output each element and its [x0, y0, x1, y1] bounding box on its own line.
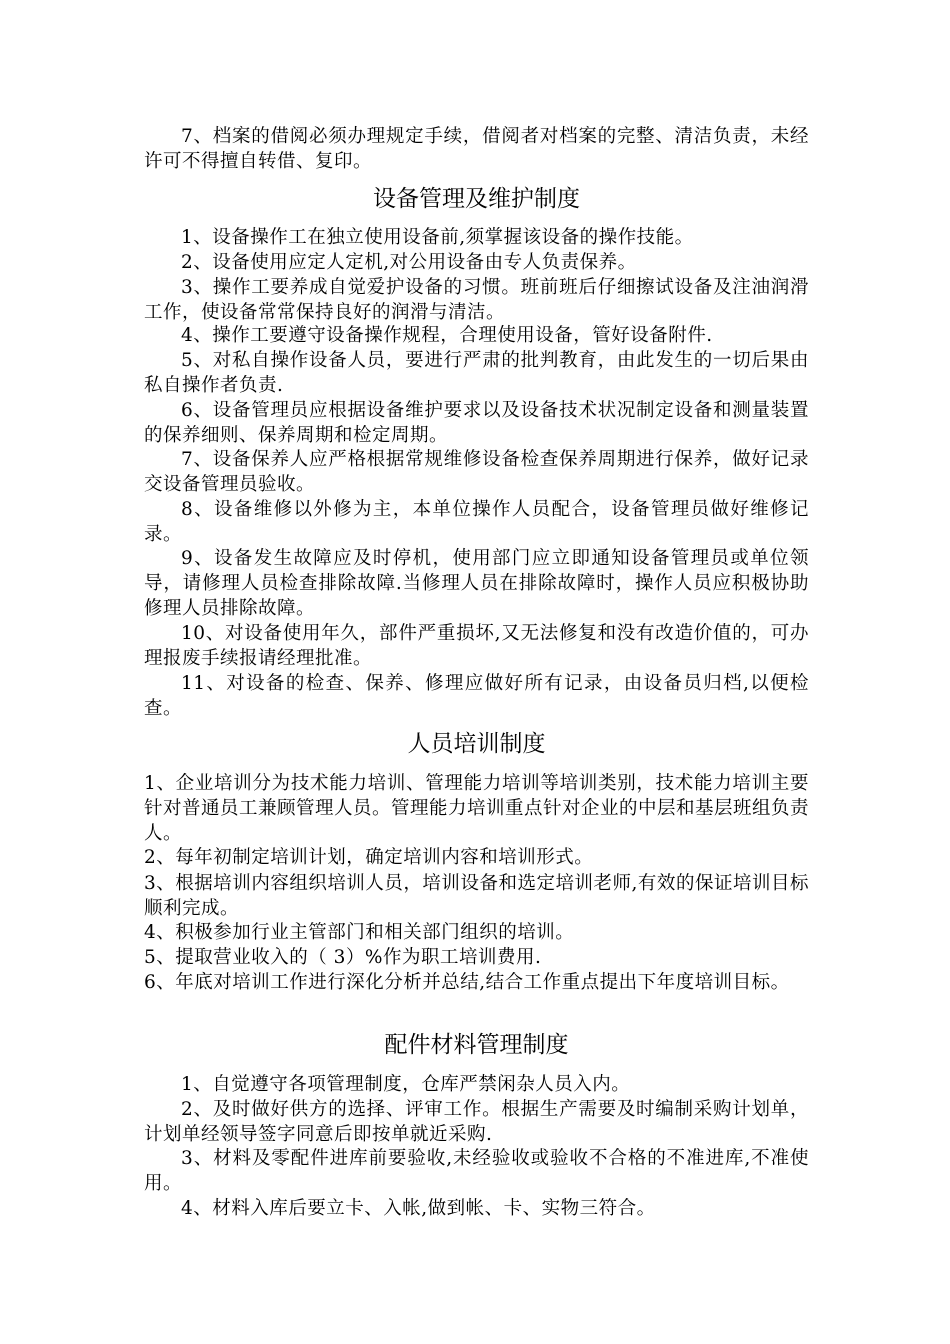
equipment-item-6: 6、设备管理员应根据设备维护要求以及设备技术状况制定设备和测量装置的保养细则、保养周期和检定周期。: [144, 400, 809, 446]
materials-item-3: 3、材料及零配件进库前要验收,未经验收或验收不合格的不准进库,不准使用。: [144, 1148, 809, 1194]
training-item-3: 3、根据培训内容组织培训人员，培训设备和选定培训老师,有效的保证培训目标顺利完成。: [144, 873, 809, 919]
training-item-5: 5、提取营业收入的（ 3）%作为职工培训费用.: [144, 947, 542, 968]
equipment-item-1: 1、设备操作工在独立使用设备前,须掌握该设备的操作技能。: [181, 227, 694, 248]
equipment-item-10: 10、对设备使用年久，部件严重损坏,又无法修复和没有改造价值的，可办理报废手续报请经理批准。: [144, 623, 809, 669]
materials-item-4: 4、材料入库后要立卡、入帐,做到帐、卡、实物三符合。: [181, 1198, 656, 1219]
training-item-6: 6、年底对培训工作进行深化分析并总结,结合工作重点提出下年度培训目标。: [144, 972, 790, 993]
equipment-item-4: 4、操作工要遵守设备操作规程，合理使用设备，管好设备附件.: [181, 325, 713, 346]
equipment-item-9: 9、设备发生故障应及时停机，使用部门应立即通知设备管理员或单位领导，请修理人员检查排除故障.当修理人员在排除故障时，操作人员应积极协助修理人员排除故障。: [144, 548, 809, 619]
equipment-section-title: 设备管理及维护制度: [373, 186, 580, 212]
materials-item-1: 1、自觉遵守各项管理制度，仓库严禁闲杂人员入内。: [181, 1074, 631, 1095]
equipment-item-7: 7、设备保养人应严格根据常规维修设备检查保养周期进行保养，做好记录交设备管理员验收。: [144, 449, 809, 495]
equipment-item-3: 3、操作工要养成自觉爱护设备的习惯。班前班后仔细擦试设备及注油润滑工作，使设备常常保持良好的润滑与清洁。: [144, 277, 809, 323]
equipment-item-2: 2、设备使用应定人定机,对公用设备由专人负责保养。: [181, 252, 637, 273]
equipment-item-11: 11、对设备的检查、保养、修理应做好所有记录，由设备员归档,以便检查。: [144, 673, 809, 719]
training-section-title: 人员培训制度: [407, 731, 546, 757]
materials-item-2: 2、及时做好供方的选择、评审工作。根据生产需要及时编制采购计划单，计划单经领导签字同意后即按单就近采购.: [144, 1099, 809, 1145]
materials-section-title: 配件材料管理制度: [384, 1032, 569, 1058]
equipment-item-5: 5、对私自操作设备人员，要进行严肃的批判教育，由此发生的一切后果由私自操作者负责.: [144, 350, 809, 396]
training-item-2: 2、每年初制定培训计划，确定培训内容和培训形式。: [144, 847, 594, 868]
training-item-1: 1、企业培训分为技术能力培训、管理能力培训等培训类别，技术能力培训主要针对普通员工兼顾管理人员。管理能力培训重点针对企业的中层和基层班组负责人。: [144, 773, 810, 844]
archive-item-7: 7、档案的借阅必须办理规定手续，借阅者对档案的完整、清洁负责，未经许可不得擅自转借、复印。: [144, 126, 809, 172]
equipment-item-8: 8、设备维修以外修为主，本单位操作人员配合，设备管理员做好维修记录。: [144, 499, 809, 545]
training-item-4: 4、积极参加行业主管部门和相关部门组织的培训。: [144, 922, 575, 943]
